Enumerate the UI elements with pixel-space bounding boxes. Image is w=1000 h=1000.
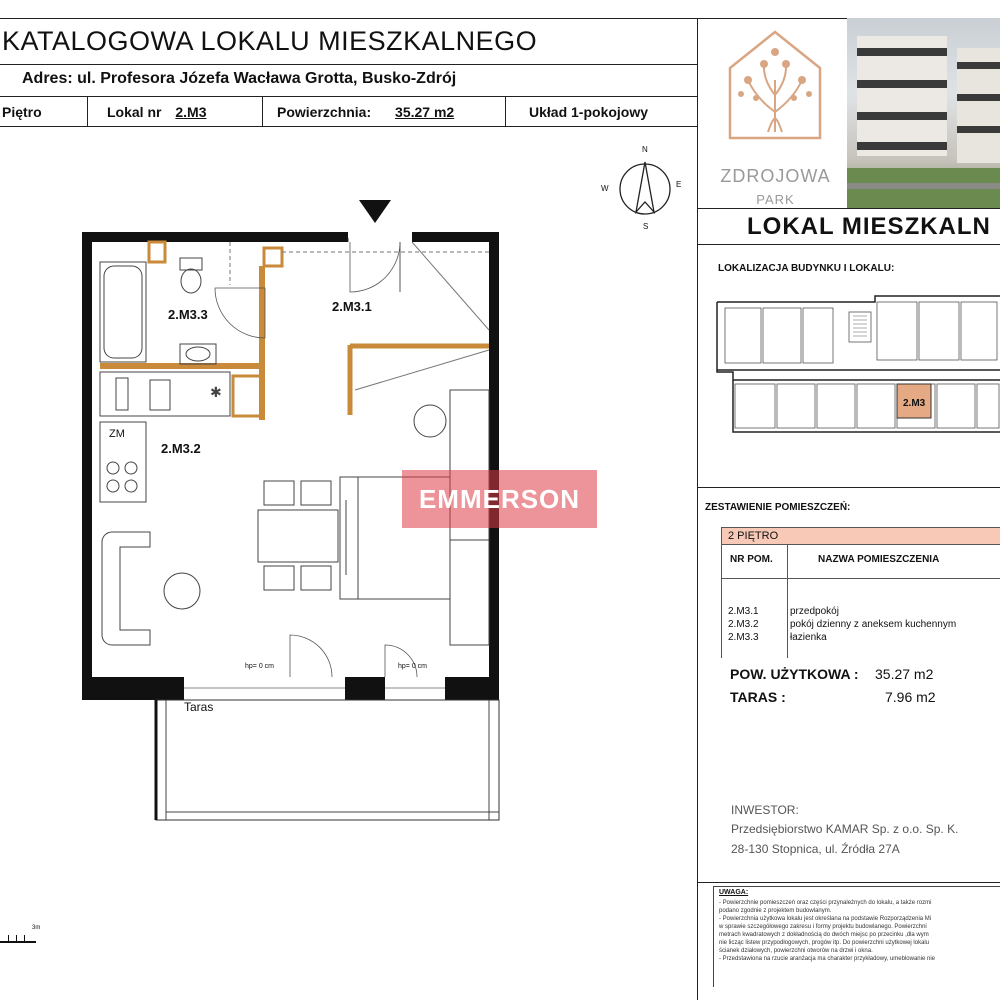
watermark-text: EMMERSON	[418, 484, 581, 514]
area-label	[277, 104, 454, 120]
building-render	[847, 18, 1000, 208]
note-line: ścianek działowych, powierzchni otworów na drzwi i okna.	[719, 948, 873, 954]
room-name-1: przedpokój	[790, 606, 839, 617]
entrance-arrow-icon	[359, 200, 391, 223]
threshold-label-1: hp= 0 cm	[245, 663, 274, 670]
room-name-2: pokój dzienny z aneksem kuchennym	[790, 619, 957, 630]
room-label-living: 2.M3.2	[161, 441, 201, 456]
compass-e: E	[676, 180, 682, 189]
floor-label: Piętro	[2, 104, 42, 120]
compass-w: W	[601, 184, 609, 193]
divider	[697, 18, 698, 1000]
svg-text:✱: ✱	[210, 384, 222, 400]
address: Adres: ul. Profesora Józefa Wacława Grotta, Busko-Zdrój	[22, 70, 457, 87]
room-nr-3: 2.M3.3	[728, 632, 759, 643]
usable-area-value: 35.27 m2	[875, 666, 934, 682]
room-nr-1: 2.M3.1	[728, 606, 759, 617]
location-unit-label: 2.M3	[903, 398, 926, 409]
compass-s: S	[643, 222, 649, 231]
brand-line2: PARK	[756, 192, 795, 207]
divider	[505, 96, 506, 126]
unit-label-text: Lokal nr	[107, 104, 162, 120]
notes-heading: UWAGA:	[719, 889, 749, 896]
unit-label	[107, 104, 206, 120]
investor-label: INWESTOR:	[731, 803, 799, 817]
divider	[0, 96, 697, 97]
watermark	[402, 470, 597, 528]
floor-row	[722, 528, 1000, 545]
col-nr: NR POM.	[730, 554, 773, 565]
fridge-label: ZM	[109, 428, 125, 440]
notes-box	[713, 886, 1000, 987]
col-name: NAZWA POMIESZCZENIA	[818, 554, 940, 565]
divider	[87, 96, 88, 126]
tree-logo-icon	[708, 20, 843, 160]
scale-bar	[0, 925, 40, 945]
terrace-label: Taras	[184, 700, 214, 714]
note-line: - Powierzchnia użytkowa lokalu jest określana na podstawie Rozporządzenia Mi	[719, 916, 932, 922]
brand-line1: ZDROJOWA	[720, 166, 831, 186]
investor-line2: 28-130 Stopnica, ul. Źródła 27A	[731, 842, 900, 856]
room-label-bathroom: 2.M3.3	[168, 307, 208, 322]
note-line: - Przedstawiona na rzucie aranżacja ma charakter przykładowy, umeblowanie nie	[719, 956, 935, 962]
note-line: nie licząc listew przypodłogowych, progów itp. Do powierzchni użytkowej lokalu	[719, 940, 930, 946]
rooms-heading: ZESTAWIENIE POMIESZCZEŃ:	[705, 502, 851, 513]
page-title: KATALOGOWA LOKALU MIESZKALNEGO	[2, 26, 538, 56]
panel-heading: LOKAL MIESZKALN	[747, 213, 991, 240]
note-line: metrach kwadratowych z dokładnością do dwóch miejsc po przecinku ,dla wym	[719, 932, 929, 938]
location-heading: LOKALIZACJA BUDYNKU I LOKALU:	[718, 263, 895, 274]
divider	[697, 208, 1000, 209]
compass-n: N	[642, 145, 648, 154]
divider	[697, 882, 1000, 883]
divider	[697, 487, 1000, 488]
brand-logo	[708, 20, 843, 205]
floor-row-label: 2 PIĘTRO	[728, 530, 779, 542]
divider	[0, 126, 697, 127]
divider	[262, 96, 263, 126]
rooms-table	[721, 527, 1000, 658]
room-name-3: łazienka	[790, 632, 827, 643]
divider	[697, 244, 1000, 245]
note-line: - Powierzchnie pomieszczeń oraz części przynależnych do lokalu, a także rozmi	[719, 900, 932, 906]
usable-area-label: POW. UŻYTKOWA :	[730, 666, 859, 682]
scale-label: 3m	[32, 925, 41, 931]
area-value: 35.27 m2	[395, 104, 455, 120]
note-line: podano zgodnie z projektem budowlanym.	[719, 908, 832, 914]
building-plan-thumbnail	[715, 292, 1000, 437]
note-line: w sprawie szczegółowego zakresu i formy projektu budowlanego. Powierzchni	[719, 924, 927, 930]
unit-value: 2.M3	[175, 104, 207, 120]
divider	[0, 64, 697, 65]
investor-line1: Przedsiębiorstwo KAMAR Sp. z o.o. Sp. K.	[731, 822, 959, 836]
room-label-hall: 2.M3.1	[332, 299, 372, 314]
terrace-area-label: TARAS :	[730, 689, 786, 705]
terrace-area-value: 7.96 m2	[885, 689, 936, 705]
area-label-text: Powierzchnia:	[277, 104, 372, 120]
layout-label: Układ 1-pokojowy	[529, 104, 649, 120]
room-nr-2: 2.M3.2	[728, 619, 759, 630]
threshold-label-2: hp= 0 cm	[398, 663, 427, 670]
